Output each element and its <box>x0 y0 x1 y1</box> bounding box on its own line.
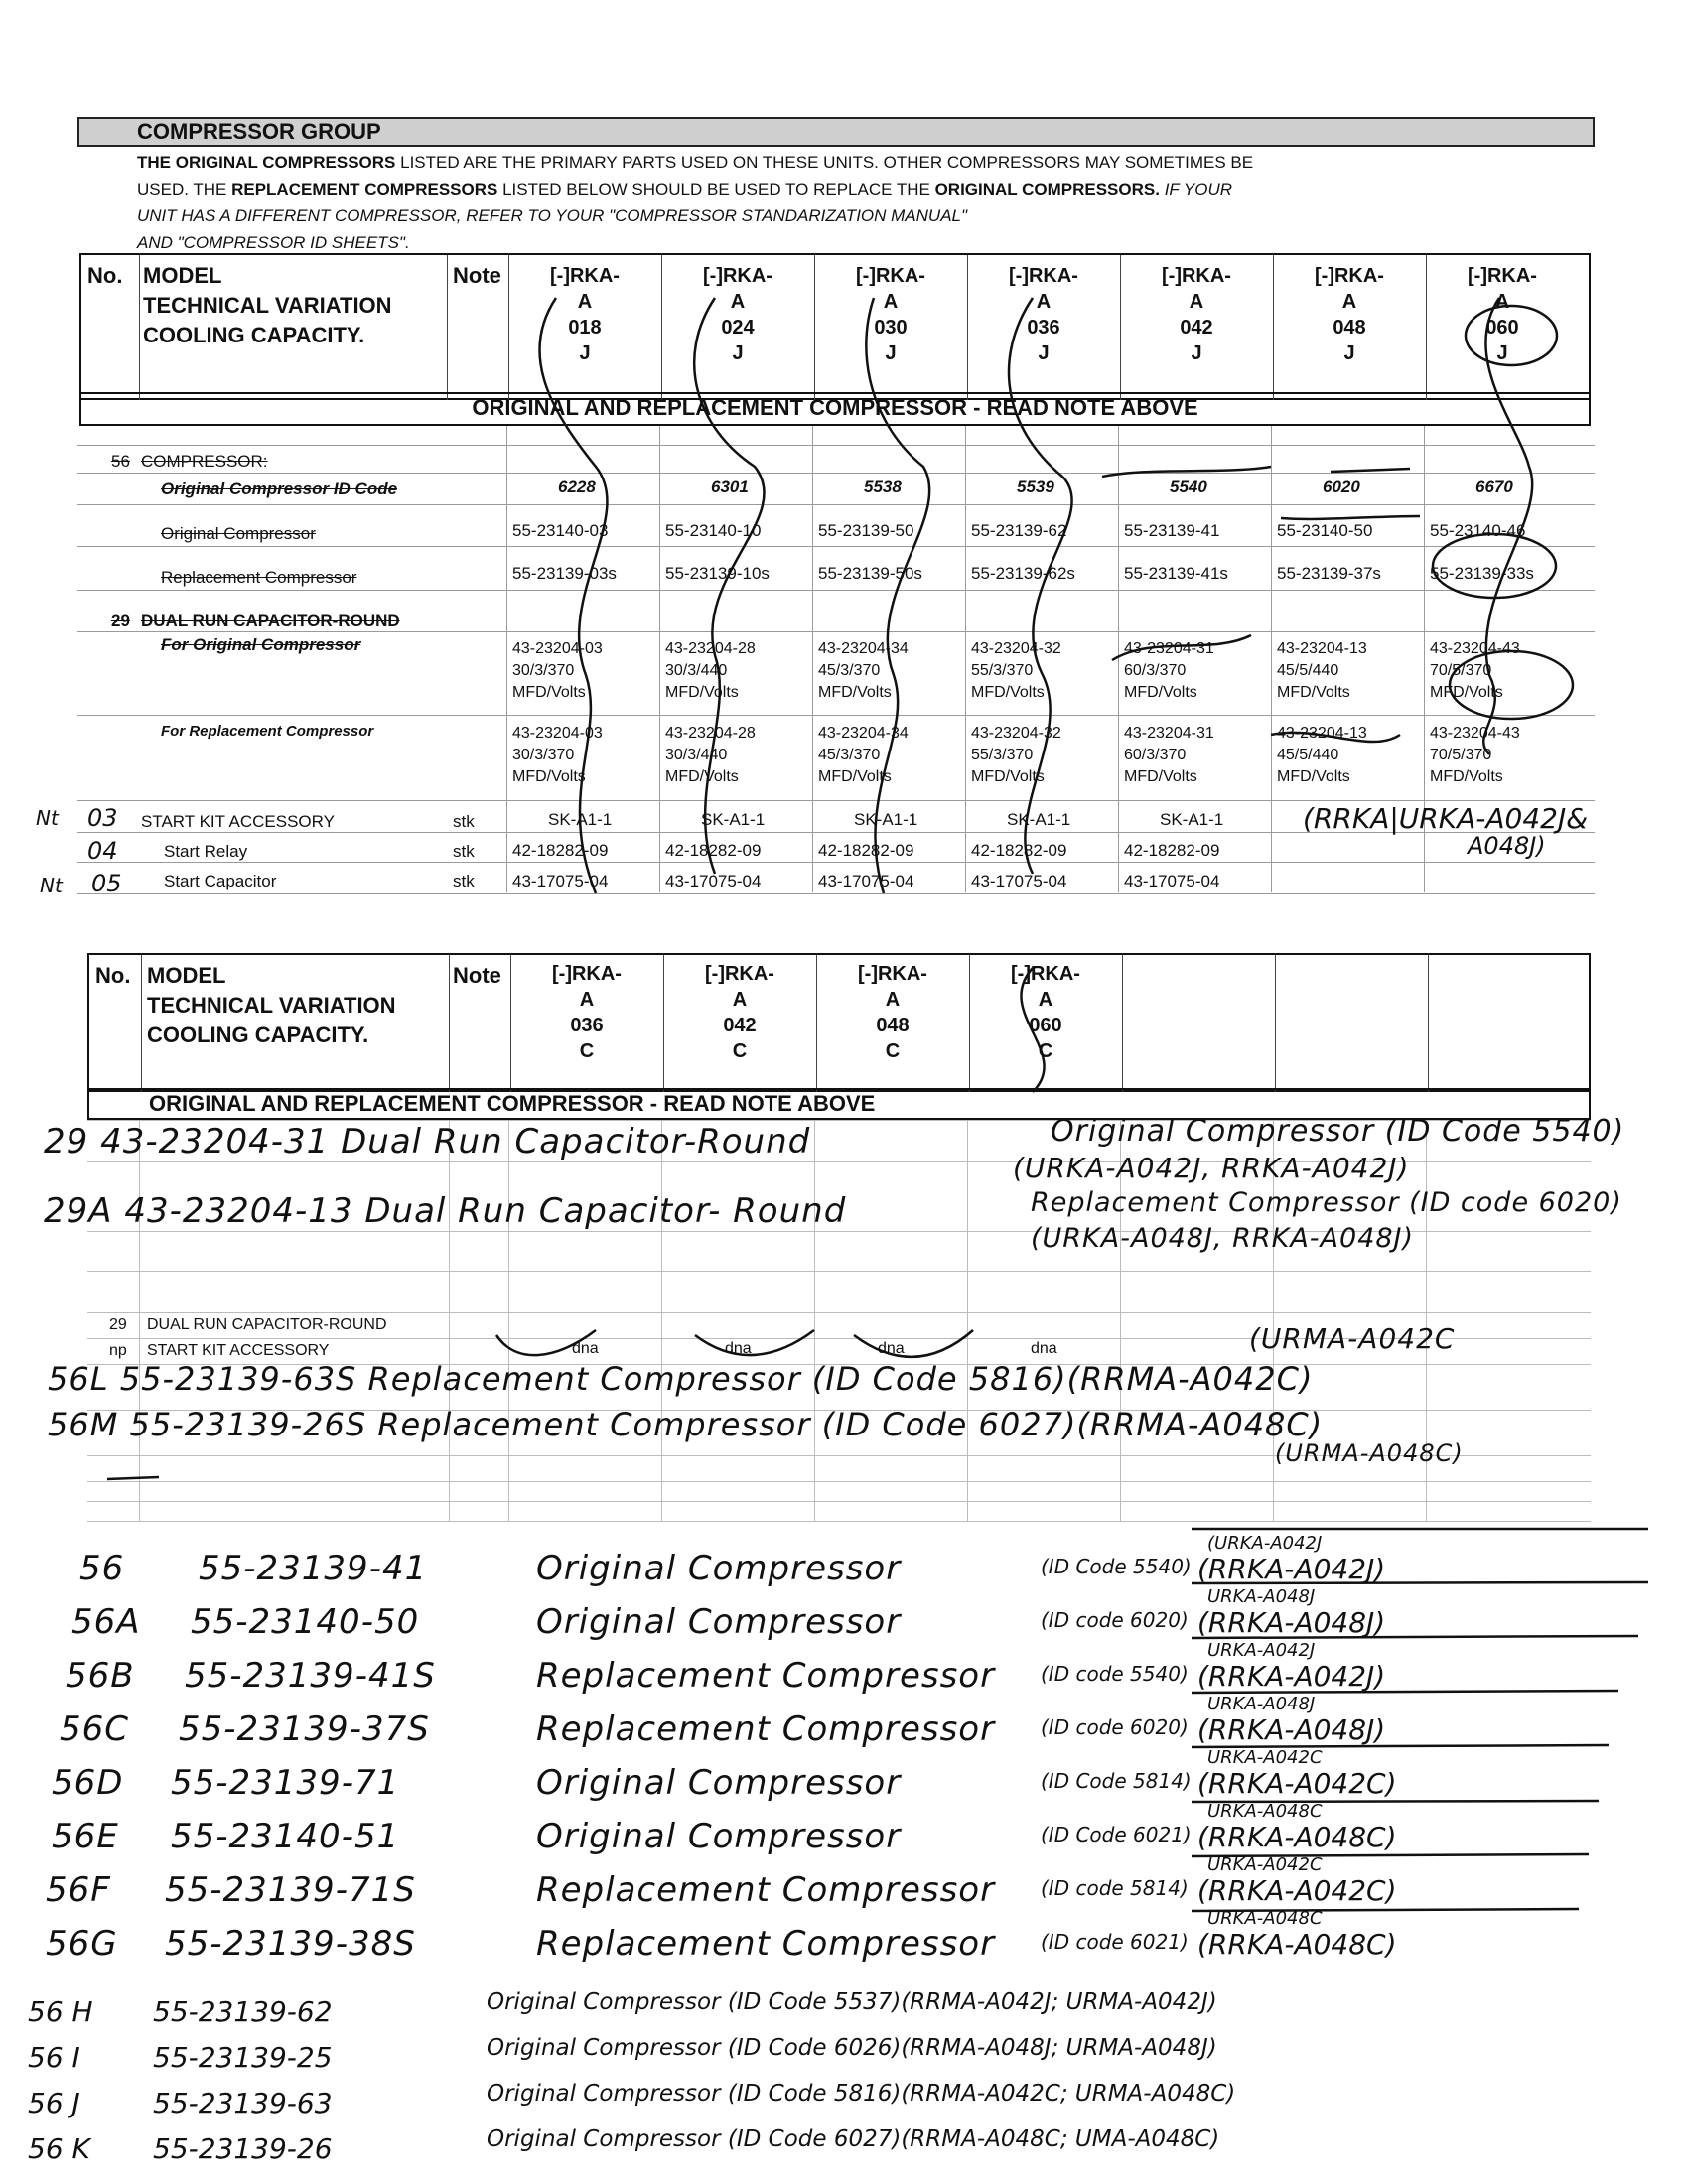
dna-cell: dna <box>1031 1340 1057 1357</box>
t2-col-header-l1: [-]RKA- <box>858 963 927 985</box>
for_orig-cap: MFD/Volts <box>512 684 586 701</box>
for-orig-label: For Original Compressor <box>161 635 361 654</box>
hw-row29-r1: Original Compressor (ID Code 5540) <box>1051 1114 1625 1149</box>
dna-cell: dna <box>878 1340 905 1357</box>
t2-col-divider <box>1428 955 1429 1092</box>
for_orig-cap: 43-23204-13 <box>1277 640 1367 657</box>
t1-col-header-l3: 060 <box>1485 317 1519 339</box>
repl-compressor-part: 55-23139-33s <box>1430 564 1534 583</box>
t1-row-line <box>77 445 1595 446</box>
for_orig-cap: MFD/Volts <box>971 684 1045 701</box>
hw-row-ref-top: URKA-A042J <box>1207 1640 1316 1661</box>
start-kit-no: 03 <box>87 804 118 832</box>
hw-row-no: 56F <box>46 1870 111 1910</box>
hw-56l: 56L 55-23139-63S Replacement Compressor (ID Code 5816)(RRMA-A042C) <box>48 1360 1314 1398</box>
start_relay-part: 42-18282-09 <box>818 841 914 860</box>
t2-col-header-l4: C <box>732 1040 748 1062</box>
t1-col-header-l3: 048 <box>1333 317 1366 339</box>
t1-col-header-l4: J <box>1343 342 1355 364</box>
hw-row-no: 56D <box>52 1763 124 1803</box>
for_orig-cap: 70/5/370 <box>1430 662 1492 679</box>
hw-row-id: (ID code 6020) <box>1041 1608 1189 1632</box>
for_orig-cap: 43-23204-28 <box>665 640 756 657</box>
t2-note-label: Note <box>453 963 501 988</box>
t1-row-line <box>77 504 1595 505</box>
t2-col-line <box>508 1120 509 1521</box>
t2-col-header-l4: C <box>885 1040 901 1062</box>
notice-line-1: THE ORIGINAL COMPRESSORS LISTED ARE THE PRIMARY PARTS USED ON THESE UNITS. OTHER COMPRESSORS MAY SOMETIMES BE <box>137 153 1254 172</box>
hw-row-id: (ID code 6021) <box>1041 1930 1189 1954</box>
hw-small-no: 56 K <box>28 2132 90 2165</box>
t1-col-header-l3: 024 <box>721 317 755 339</box>
for_orig-cap: 55/3/370 <box>971 662 1034 679</box>
hw-row-ref-top: URKA-A042C <box>1207 1747 1323 1768</box>
t2-col-line <box>814 1120 815 1521</box>
t1-col-header-l2: A <box>730 291 746 313</box>
hw-row29-r2: (URKA-A042J, RRKA-A042J) <box>1013 1152 1410 1184</box>
note-label: Note <box>453 263 501 288</box>
repl-compressor-part: 55-23139-37s <box>1277 564 1381 583</box>
hw-56l-top: (URMA-A042C <box>1249 1322 1456 1355</box>
t2-row-line <box>87 1312 1591 1313</box>
orig-compressor-part: 55-23139-41 <box>1124 521 1220 540</box>
t1-row-line <box>77 862 1595 863</box>
orig-id-code: 5539 <box>1017 478 1054 496</box>
for_orig-cap: MFD/Volts <box>1430 684 1503 701</box>
repl-compressor-part: 55-23139-10s <box>665 564 770 583</box>
t2-col-header-l3: 042 <box>723 1015 757 1036</box>
hw-row-ref-top: URKA-A048J <box>1207 1694 1316 1714</box>
orig-compressor-part: 55-23139-62 <box>971 521 1067 540</box>
orig-compressor-part: 55-23140-46 <box>1430 521 1526 540</box>
notice-line-2: USED. THE REPLACEMENT COMPRESSORS LISTED BELOW SHOULD BE USED TO REPLACE THE ORIGINAL COMPRESSORS. IF YOUR <box>137 180 1233 199</box>
t2-col-header-l3: 036 <box>570 1015 604 1036</box>
col-no: No. <box>87 263 123 288</box>
start-kit-label: START KIT ACCESSORY <box>141 812 335 831</box>
hw-row-ref-top: URKA-A048C <box>1207 1801 1323 1822</box>
hw-row-desc: Replacement Compressor <box>536 1709 996 1749</box>
orig-id-code: 6670 <box>1475 478 1513 496</box>
start_kit-part: SK-A1-1 <box>1007 810 1071 829</box>
t1-col-line <box>1271 426 1272 892</box>
start_kit-part: SK-A1-1 <box>701 810 766 829</box>
table1-header <box>79 253 1591 400</box>
table2-band: ORIGINAL AND REPLACEMENT COMPRESSOR - READ NOTE ABOVE <box>87 1088 1591 1120</box>
start-cap-no: 05 <box>91 870 122 897</box>
hw-small-part: 55-23139-62 <box>153 1995 333 2028</box>
t1-row-line <box>77 893 1595 894</box>
start-kit-note: stk <box>453 812 475 831</box>
t1-row-line <box>77 631 1595 632</box>
t1-col-header-l4: J <box>579 342 591 364</box>
for_repl-cap: 45/5/440 <box>1277 747 1339 763</box>
hw-small-part: 55-23139-25 <box>153 2041 333 2074</box>
t1-col-header-l3: 030 <box>874 317 908 339</box>
row29-label: DUAL RUN CAPACITOR-ROUND <box>141 612 400 630</box>
for_repl-cap: 70/5/370 <box>1430 747 1492 763</box>
hw-row29: 29 43-23204-31 Dual Run Capacitor-Round <box>44 1122 811 1161</box>
hw-row-part: 55-23140-51 <box>171 1817 400 1856</box>
t2-col-no: No. <box>95 963 131 988</box>
hw-row-no: 56C <box>60 1709 130 1749</box>
start_relay-part: 42-18282-09 <box>1124 841 1220 860</box>
hw-row-ref: (RRKA-A048C) <box>1197 1928 1397 1961</box>
t1-row-line <box>77 546 1595 547</box>
for_orig-cap: 60/3/370 <box>1124 662 1187 679</box>
margin-note-1: Nt <box>36 806 59 830</box>
start-relay-note: stk <box>453 842 475 861</box>
t1-col-header-l1: [-]RKA- <box>1162 265 1231 287</box>
hw-small-no: 56 J <box>28 2087 80 2119</box>
start-relay-label: Start Relay <box>164 842 248 861</box>
hw-row-part: 55-23139-41S <box>185 1656 436 1696</box>
t1-col-header-l4: J <box>1038 342 1050 364</box>
hw-row-ref-top: URKA-A048J <box>1207 1586 1316 1607</box>
dna-cell: dna <box>572 1340 599 1357</box>
t2-col-header-l3: 048 <box>876 1015 910 1036</box>
t2-row-kit-label: START KIT ACCESSORY <box>147 1342 330 1359</box>
row56-no: 56 <box>111 452 130 471</box>
t1-col-header-l2: A <box>1036 291 1052 313</box>
hw-row-ref-top: URKA-A048C <box>1207 1908 1323 1929</box>
t1-row-line <box>77 715 1595 716</box>
t2-row-line <box>87 1521 1591 1522</box>
notice-line-4: AND "COMPRESSOR ID SHEETS". <box>137 233 410 252</box>
hw-small-part: 55-23139-63 <box>153 2087 333 2119</box>
t2-col-line <box>967 1120 968 1521</box>
for_repl-cap: 55/3/370 <box>971 747 1034 763</box>
start-cap-note: stk <box>453 872 475 890</box>
t1-col-header-l3: 036 <box>1027 317 1060 339</box>
t1-col-line <box>506 426 507 892</box>
tech-variation-label: TECHNICAL VARIATION <box>143 293 392 318</box>
orig-id-label: Original Compressor ID Code <box>161 479 398 498</box>
start-cap-label: Start Capacitor <box>164 872 277 890</box>
t1-col-header-l4: J <box>732 342 744 364</box>
t2-cooling-capacity-label: COOLING CAPACITY. <box>147 1023 369 1047</box>
for_repl-cap: MFD/Volts <box>512 768 586 785</box>
orig-compressor-part: 55-23140-03 <box>512 521 609 540</box>
hw-row-part: 55-23139-71S <box>165 1870 416 1910</box>
t1-col-line <box>965 426 966 892</box>
t1-col-header-l2: A <box>1189 291 1204 313</box>
row56-label: COMPRESSOR: <box>141 452 268 471</box>
hw-row-desc: Original Compressor <box>536 1549 902 1588</box>
hw-small-no: 56 I <box>28 2041 80 2074</box>
t1-row-line <box>77 473 1595 474</box>
t2-row-line <box>87 1271 1591 1272</box>
hw-row-id: (ID code 6020) <box>1041 1715 1189 1739</box>
start_relay-part: 42-18282-09 <box>512 841 609 860</box>
for_orig-cap: 45/5/440 <box>1277 662 1339 679</box>
for_repl-cap: MFD/Volts <box>1430 768 1503 785</box>
hw-row-ref: (RRKA-A042C) <box>1197 1874 1397 1907</box>
start-relay-no: 04 <box>87 837 118 865</box>
start_kit-part: SK-A1-1 <box>854 810 918 829</box>
orig-id-code: 5538 <box>864 478 902 496</box>
t1-col-header-l2: A <box>883 291 899 313</box>
start_kit-part: SK-A1-1 <box>548 810 613 829</box>
t2-model-label: MODEL <box>147 963 226 988</box>
margin-note-2: Nt <box>40 874 63 897</box>
repl-comp-label: Replacement Compressor <box>161 568 357 587</box>
t1-col-header-l1: [-]RKA- <box>550 265 620 287</box>
start_cap-part: 43-17075-04 <box>818 872 914 890</box>
for_repl-cap: 43-23204-32 <box>971 725 1061 742</box>
for_repl-cap: 43-23204-13 <box>1277 725 1367 742</box>
start_cap-part: 43-17075-04 <box>512 872 609 890</box>
repl-compressor-part: 55-23139-62s <box>971 564 1075 583</box>
hw-row-part: 55-23139-37S <box>179 1709 430 1749</box>
t2-col-header-l1: [-]RKA- <box>1011 963 1080 985</box>
t1-row-line <box>77 800 1595 801</box>
table2-header <box>87 953 1591 1092</box>
start_relay-part: 42-18282-09 <box>665 841 762 860</box>
for_orig-cap: MFD/Volts <box>665 684 739 701</box>
hw-row-no: 56G <box>46 1924 118 1964</box>
t2-row-kit-no: np <box>109 1342 127 1359</box>
hw-row-ref: (RRKA-A042J) <box>1197 1660 1386 1693</box>
for-repl-label: For Replacement Compressor <box>161 723 374 740</box>
for_repl-cap: MFD/Volts <box>1277 768 1350 785</box>
t1-col-header-l1: [-]RKA- <box>856 265 925 287</box>
hw-row-ref: (RRKA-A048J) <box>1197 1713 1386 1746</box>
model-label: MODEL <box>143 263 222 288</box>
hw-row-id: (ID code 5540) <box>1041 1662 1189 1686</box>
for_repl-cap: 30/3/440 <box>665 747 728 763</box>
t1-col-header-l2: A <box>1341 291 1357 313</box>
for_repl-cap: 60/3/370 <box>1124 747 1187 763</box>
t1-col-line <box>659 426 660 892</box>
hw-row-desc: Original Compressor <box>536 1763 902 1803</box>
hw-small-part: 55-23139-26 <box>153 2132 333 2165</box>
for_orig-cap: 43-23204-34 <box>818 640 909 657</box>
dna-cell: dna <box>725 1340 752 1357</box>
for_repl-cap: MFD/Volts <box>665 768 739 785</box>
t1-col-header-l1: [-]RKA- <box>1315 265 1384 287</box>
hw-row-no: 56A <box>71 1602 141 1642</box>
cooling-capacity-label: COOLING CAPACITY. <box>143 323 365 347</box>
hw-row29a-r1: Replacement Compressor (ID code 6020) <box>1031 1187 1622 1218</box>
orig-comp-label: Original Compressor <box>161 524 316 543</box>
hw-row-part: 55-23139-41 <box>199 1549 428 1588</box>
hw-row-ref-top: (URKA-A042J <box>1207 1533 1323 1554</box>
hw-56m-b: (URMA-A048C) <box>1275 1439 1464 1467</box>
t2-col-divider <box>1275 955 1276 1092</box>
hw-row-id: (ID Code 6021) <box>1041 1823 1192 1846</box>
start_cap-part: 43-17075-04 <box>1124 872 1220 890</box>
t2-col-header-l2: A <box>885 989 901 1011</box>
for_orig-cap: 43-23204-43 <box>1430 640 1520 657</box>
hw-row-id: (ID Code 5540) <box>1041 1555 1192 1578</box>
for_orig-cap: 30/3/370 <box>512 662 575 679</box>
t1-col-header-l2: A <box>1494 291 1510 313</box>
hw-row-ref-top: URKA-A042C <box>1207 1854 1323 1875</box>
for_orig-cap: 30/3/440 <box>665 662 728 679</box>
t2-col-header-l4: C <box>579 1040 595 1062</box>
for_orig-cap: 45/3/370 <box>818 662 881 679</box>
for_orig-cap: 43-23204-31 <box>1124 640 1214 657</box>
for_repl-cap: 45/3/370 <box>818 747 881 763</box>
hw-row-desc: Original Compressor <box>536 1602 902 1642</box>
for_repl-cap: 43-23204-28 <box>665 725 756 742</box>
t1-col-line <box>1118 426 1119 892</box>
t1-col-header-l4: J <box>1496 342 1508 364</box>
t2-col-header-l2: A <box>579 989 595 1011</box>
orig-id-code: 6020 <box>1323 478 1360 496</box>
hw-row-ref: (RRKA-A048C) <box>1197 1821 1397 1853</box>
start_kit-part: SK-A1-1 <box>1160 810 1224 829</box>
t2-row29-no: 29 <box>109 1316 127 1333</box>
for_repl-cap: 43-23204-43 <box>1430 725 1520 742</box>
start_cap-part: 43-17075-04 <box>665 872 762 890</box>
for_orig-cap: MFD/Volts <box>1124 684 1197 701</box>
t1-col-header-l4: J <box>1191 342 1202 364</box>
hw-small-text: Original Compressor (ID Code 5537)(RRMA-A042J; URMA-A042J) <box>487 1989 1217 2015</box>
for_repl-cap: MFD/Volts <box>971 768 1045 785</box>
for_repl-cap: 43-23204-34 <box>818 725 909 742</box>
for_orig-cap: 43-23204-03 <box>512 640 603 657</box>
orig-compressor-part: 55-23140-50 <box>1277 521 1373 540</box>
orig-compressor-part: 55-23139-50 <box>818 521 914 540</box>
orig-compressor-part: 55-23140-10 <box>665 521 762 540</box>
t2-col-header-l2: A <box>1038 989 1053 1011</box>
for_repl-cap: 43-23204-03 <box>512 725 603 742</box>
hw-kit-note: (RRKA|URKA-A042J& <box>1303 802 1589 835</box>
t1-row-line <box>77 590 1595 591</box>
hw-small-no: 56 H <box>28 1995 93 2028</box>
t1-col-header-l4: J <box>885 342 897 364</box>
t2-row-line <box>87 1501 1591 1502</box>
t2-col-line <box>449 1120 450 1521</box>
hw-row-id: (ID code 5814) <box>1041 1876 1189 1900</box>
table1-band: ORIGINAL AND REPLACEMENT COMPRESSOR - READ NOTE ABOVE <box>79 392 1591 426</box>
repl-compressor-part: 55-23139-41s <box>1124 564 1228 583</box>
hw-kit-note-2: A048J) <box>1468 832 1546 860</box>
t1-col-header-l1: [-]RKA- <box>1009 265 1078 287</box>
hw-row-desc: Replacement Compressor <box>536 1656 996 1696</box>
t2-row-line <box>87 1481 1591 1482</box>
hw-row29a-r2: (URKA-A048J, RRKA-A048J) <box>1031 1223 1415 1254</box>
t2-row29-label: DUAL RUN CAPACITOR-ROUND <box>147 1316 387 1333</box>
hw-row-part: 55-23140-50 <box>191 1602 420 1642</box>
t2-col-header-l4: C <box>1038 1040 1053 1062</box>
hw-row-desc: Replacement Compressor <box>536 1924 996 1964</box>
t1-col-header-l1: [-]RKA- <box>703 265 772 287</box>
orig-id-code: 5540 <box>1170 478 1207 496</box>
t1-col-header-l2: A <box>577 291 593 313</box>
for_repl-cap: MFD/Volts <box>818 768 892 785</box>
hw-row29a: 29A 43-23204-13 Dual Run Capacitor- Round <box>44 1191 847 1231</box>
for_orig-cap: 43-23204-32 <box>971 640 1061 657</box>
for_repl-cap: 30/3/370 <box>512 747 575 763</box>
hw-row-no: 56E <box>52 1817 119 1856</box>
notice-line-3: UNIT HAS A DIFFERENT COMPRESSOR, REFER TO YOUR "COMPRESSOR STANDARIZATION MANUAL" <box>137 206 968 225</box>
hw-row-ref: (RRKA-A042J) <box>1197 1553 1386 1585</box>
hw-small-text: Original Compressor (ID Code 6027)(RRMA-A048C; UMA-A048C) <box>487 2126 1220 2152</box>
hw-row-no: 56 <box>79 1549 125 1588</box>
t2-col-line <box>661 1120 662 1521</box>
start_relay-part: 42-18282-09 <box>971 841 1067 860</box>
hw-small-text: Original Compressor (ID Code 5816)(RRMA-A042C; URMA-A048C) <box>487 2081 1236 2107</box>
section-title: COMPRESSOR GROUP <box>137 119 381 144</box>
hw-row-part: 55-23139-71 <box>171 1763 400 1803</box>
hw-row-part: 55-23139-38S <box>165 1924 416 1964</box>
for_repl-cap: 43-23204-31 <box>1124 725 1214 742</box>
hw-row-ref: (RRKA-A048J) <box>1197 1606 1386 1639</box>
for_orig-cap: MFD/Volts <box>1277 684 1350 701</box>
hw-small-text: Original Compressor (ID Code 6026)(RRMA-A048J; URMA-A048J) <box>487 2035 1217 2061</box>
for_orig-cap: MFD/Volts <box>818 684 892 701</box>
t1-col-header-l3: 042 <box>1180 317 1213 339</box>
orig-id-code: 6228 <box>558 478 596 496</box>
hw-row-no: 56B <box>66 1656 135 1696</box>
hw-row-ref: (RRKA-A042C) <box>1197 1767 1397 1800</box>
hw-row-id: (ID Code 5814) <box>1041 1769 1192 1793</box>
hw-row-desc: Replacement Compressor <box>536 1870 996 1910</box>
for_repl-cap: MFD/Volts <box>1124 768 1197 785</box>
orig-id-code: 6301 <box>711 478 749 496</box>
start_cap-part: 43-17075-04 <box>971 872 1067 890</box>
t2-tech-variation-label: TECHNICAL VARIATION <box>147 993 396 1018</box>
t2-col-header-l3: 060 <box>1029 1015 1062 1036</box>
repl-compressor-part: 55-23139-50s <box>818 564 922 583</box>
t2-col-header-l1: [-]RKA- <box>705 963 774 985</box>
t2-col-header-l1: [-]RKA- <box>552 963 622 985</box>
t1-col-line <box>812 426 813 892</box>
t1-col-header-l1: [-]RKA- <box>1468 265 1537 287</box>
row29-no: 29 <box>111 612 130 630</box>
t2-col-line <box>139 1120 140 1521</box>
t1-col-header-l3: 018 <box>568 317 602 339</box>
t2-col-header-l2: A <box>732 989 748 1011</box>
hw-56m: 56M 55-23139-26S Replacement Compressor (ID Code 6027)(RRMA-A048C) <box>48 1406 1324 1443</box>
t2-col-divider <box>1122 955 1123 1092</box>
hw-row-desc: Original Compressor <box>536 1817 902 1856</box>
repl-compressor-part: 55-23139-03s <box>512 564 617 583</box>
